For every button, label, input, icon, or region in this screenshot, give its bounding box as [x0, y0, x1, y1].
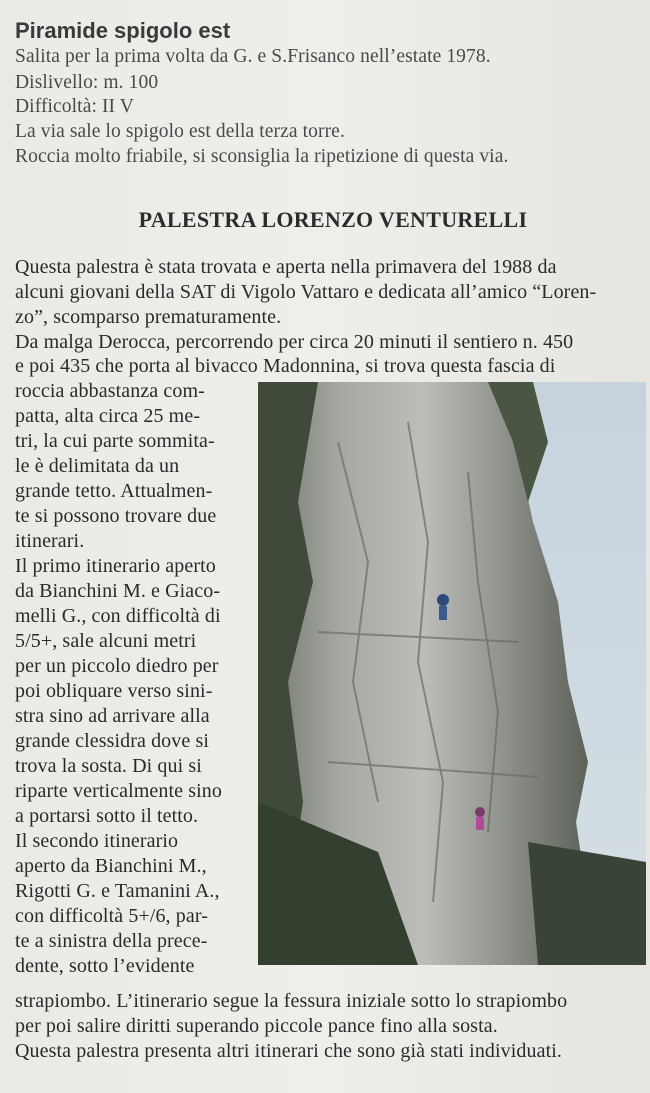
body-line: poi obliquare verso sini-: [15, 680, 213, 702]
rock-face-illustration: [258, 382, 646, 965]
body-line: alcuni giovani della SAT di Vigolo Vattaro e dedicata all’amico “Loren-: [15, 281, 597, 303]
body-line: grande tetto. Attualmen-: [15, 480, 213, 502]
body-line: a portarsi sotto il tetto.: [15, 805, 199, 827]
body-line: per poi salire diritti superando piccole pance fino alla sosta.: [15, 1015, 498, 1037]
body-line: Questa palestra presenta altri itinerari che sono già stati individuati.: [15, 1040, 563, 1062]
body-line: Questa palestra è stata trovata e aperta nella primavera del 1988 da: [15, 256, 557, 278]
body-line: patta, alta circa 25 me-: [15, 405, 201, 427]
body-line: roccia abbastanza com-: [15, 380, 205, 402]
body-line: 5/5+, sale alcuni metri: [15, 630, 197, 652]
body-line: Il primo itinerario aperto: [15, 555, 216, 577]
route-line: Roccia molto friabile, si sconsiglia la ripetizione di questa via.: [15, 146, 509, 167]
body-line: da Bianchini M. e Giaco-: [15, 580, 221, 602]
route-line: La via sale lo spigolo est della terza torre.: [15, 121, 345, 142]
route-line: Dislivello: m. 100: [15, 72, 159, 93]
body-line: tri, la cui parte sommita-: [15, 430, 215, 452]
body-line: Rigotti G. e Tamanini A.,: [15, 880, 220, 902]
body-line: le è delimitata da un: [15, 455, 180, 477]
route-line: Salita per la prima volta da G. e S.Frisanco nell’estate 1978.: [15, 46, 491, 67]
body-line: e poi 435 che porta al bivacco Madonnina, si trova questa fascia di: [15, 355, 556, 377]
section-heading: PALESTRA LORENZO VENTURELLI: [138, 207, 528, 232]
body-line: riparte verticalmente sino: [15, 780, 222, 802]
body-line: grande clessidra dove si: [15, 730, 210, 752]
body-line: stra sino ad arrivare alla: [15, 705, 210, 727]
route-line: Difficoltà: II V: [15, 96, 134, 117]
body-line: trova la sosta. Di qui si: [15, 755, 202, 777]
body-line: dente, sotto l’evidente: [15, 955, 195, 977]
body-line: Da malga Derocca, percorrendo per circa 20 minuti il sentiero n. 450: [15, 331, 574, 353]
body-line: te a sinistra della prece-: [15, 930, 208, 952]
body-line: aperto da Bianchini M.,: [15, 855, 207, 877]
body-line: itinerari.: [15, 530, 85, 552]
climbing-wall-photo: [258, 382, 646, 965]
body-line: con difficoltà 5+/6, par-: [15, 905, 208, 927]
body-line: Il secondo itinerario: [15, 830, 179, 852]
body-line: per un piccolo diedro per: [15, 655, 219, 677]
body-line: zo”, scomparso prematuramente.: [15, 306, 282, 328]
body-line: te si possono trovare due: [15, 505, 217, 527]
route-title: Piramide spigolo est: [15, 18, 231, 43]
body-line: strapiombo. L’itinerario segue la fessura iniziale sotto lo strapiombo: [15, 990, 568, 1012]
body-line: melli G., con difficoltà di: [15, 605, 221, 627]
